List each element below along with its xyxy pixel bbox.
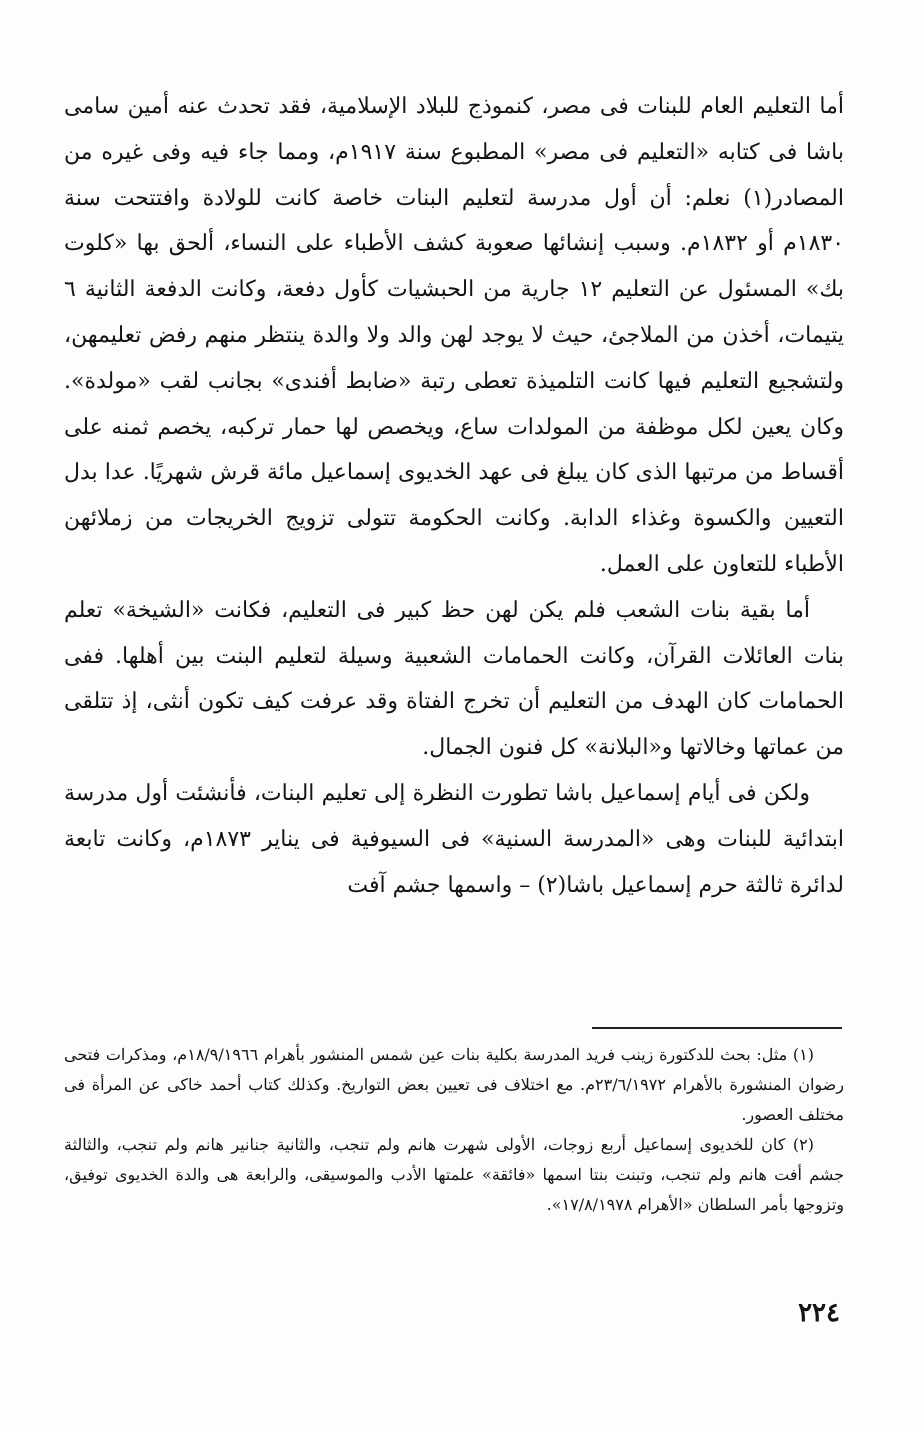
footnotes bbox=[64, 1040, 844, 1220]
page-number: ٢٢٤ bbox=[798, 1298, 840, 1328]
footnote-2: (٢) كان للخديوى إسماعيل أربع زوجات، الأولى شهرت هانم ولم تنجب، والثانية جنانير هانم ولم تنجب، والثالثة جشم أفت هانم ولم تنجب، وتبنت بنتا اسمها «فائقة» علمتها الأدب والموسيقى، والرابعة هى والدة الخديوى توفيق، وتزوجها بأمر السلطان «الأهرام ١٧/٨/١٩٧٨». bbox=[64, 1135, 844, 1214]
paragraph-folk-education: أما بقية بنات الشعب فلم يكن لهن حظ كبير فى التعليم، فكانت «الشيخة» تعلم بنات العائلات القرآن، وكانت الحمامات الشعبية وسيلة لتعليم البنت بين أهلها. ففى الحمامات كان الهدف من التعليم أن تخرج الفتاة وقد عرفت كيف تكون أنثى، إذ تتلقى من عماتها وخالاتها و«البلانة» كل فنون الجمال. bbox=[64, 597, 844, 761]
main-text bbox=[64, 84, 844, 908]
paragraph-girls-education-history: أما التعليم العام للبنات فى مصر، كنموذج للبلاد الإسلامية، فقد تحدث عنه أمين سامى باشا فى كتابه «التعليم فى مصر» المطبوع سنة ١٩١٧م، ومما جاء فيه وفى غيره من المصادر(١) نعلم: أن أول مدرسة لتعليم البنات خاصة كانت للولادة وافتتحت سنة ١٨٣٠م أو ١٨٣٢م. وسبب إنشائها صعوبة كشف الأطباء على النساء، ألحق بها «كلوت بك» المسئول عن التعليم ١٢ جارية من الحبشيات كأول دفعة، وكانت الدفعة الثانية ٦ يتيمات، أخذن من الملاجئ، حيث لا يوجد لهن والد ولا والدة ينتظر منهم رفض تعليمهن، ولتشجيع التعليم فيها كانت التلميذة تعطى رتبة «ضابط أفندى» بجانب لقب «مولدة». وكان يعين لكل موظفة من المولدات ساع، ويخصص لها حمار تركبه، يخصم ثمنه على أقساط من مرتبها الذى كان يبلغ فى عهد الخديوى إسماعيل مائة قرش شهريًا. عدا بدل التعيين والكسوة وغذاء الدابة. وكانت الحكومة تتولى تزويج الخريجات من زملائهن الأطباء للتعاون على العمل. bbox=[64, 94, 845, 577]
footnote-divider bbox=[592, 1027, 842, 1029]
footnote-1: (١) مثل: بحث للدكتورة زينب فريد المدرسة بكلية بنات عين شمس المنشور بأهرام ١٨/٩/١٩٦٦م، ومذكرات فتحى رضوان المنشورة بالأهرام ٢٣/٦/١٩٧٢م. مع اختلاف فى تعيين بعض التواريخ. وكذلك كتاب أحمد خاكى عن المرأة فى مختلف العصور. bbox=[64, 1045, 844, 1124]
paragraph-ismail-school: ولكن فى أيام إسماعيل باشا تطورت النظرة إلى تعليم البنات، فأنشئت أول مدرسة ابتدائية للبنات وهى «المدرسة السنية» فى السيوفية فى يناير ١٨٧٣م، وكانت تابعة لدائرة ثالثة حرم إسماعيل باشا(٢) – واسمها جشم آفت bbox=[64, 780, 845, 898]
